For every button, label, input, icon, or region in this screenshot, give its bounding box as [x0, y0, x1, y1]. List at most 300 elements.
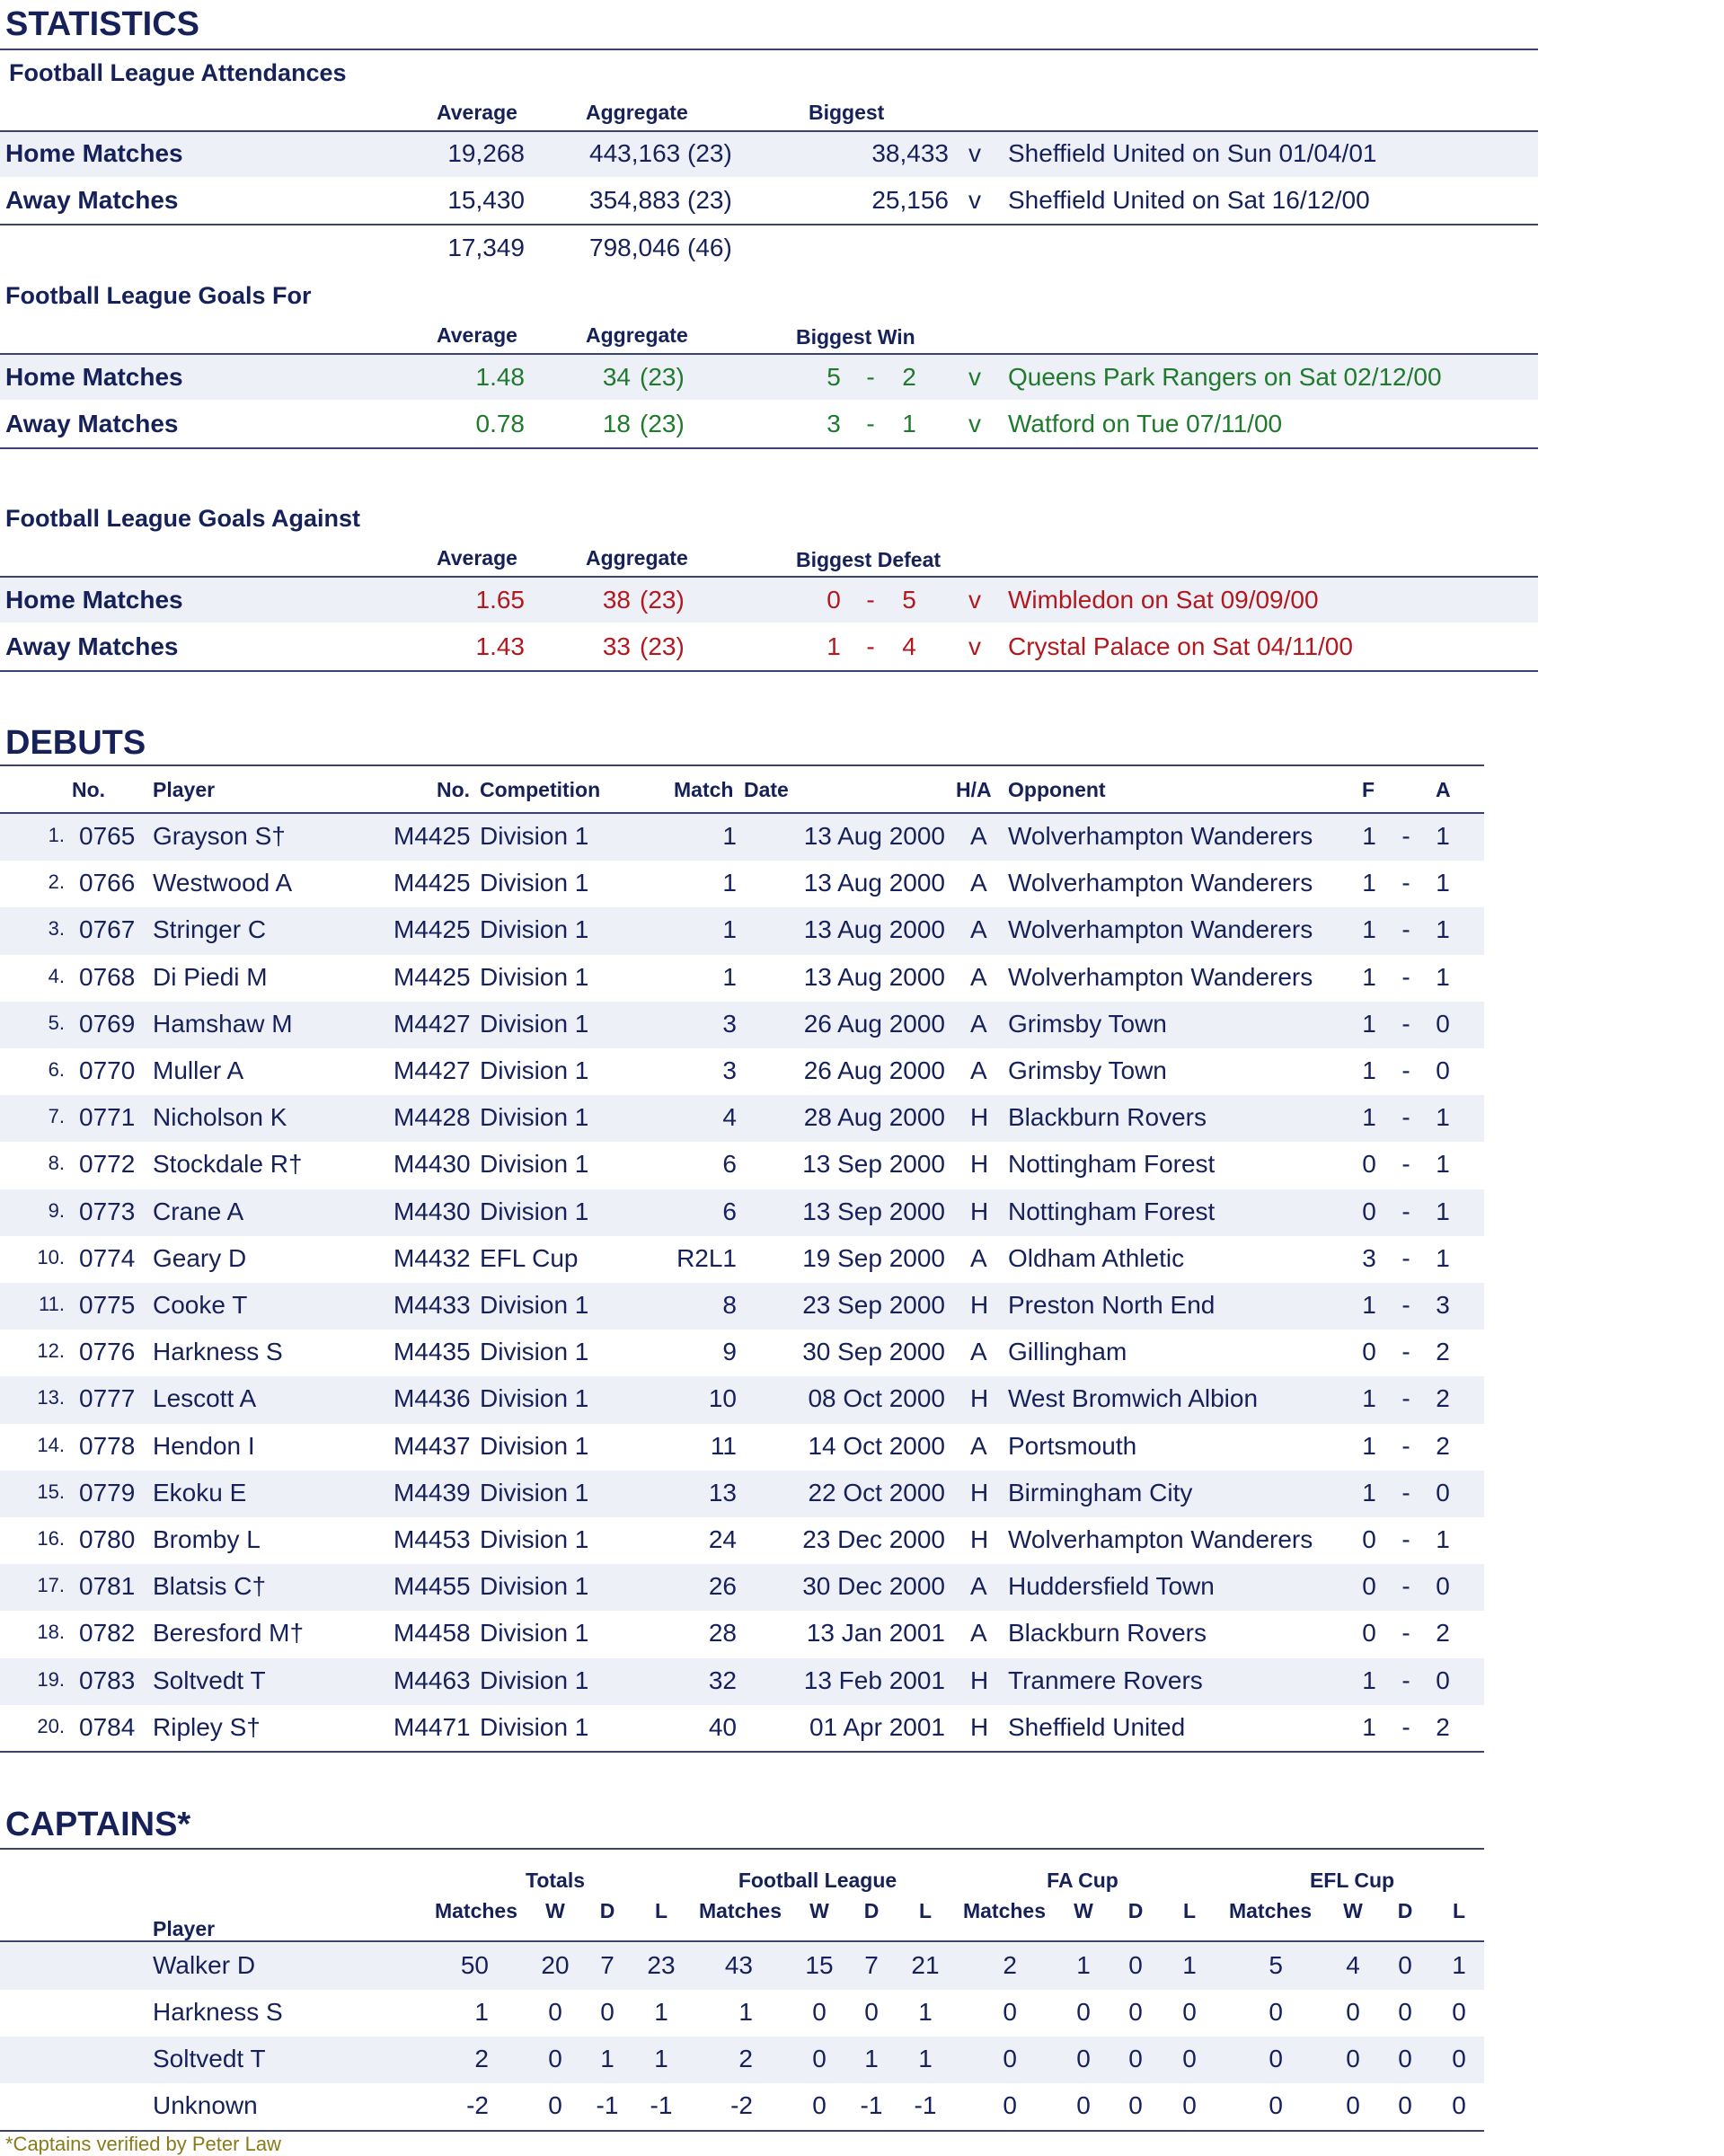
captain-name: Walker D	[153, 1951, 256, 1979]
col-player: Player	[153, 1917, 216, 1940]
competition: Division 1	[480, 1431, 589, 1460]
score-against: 0	[1436, 1056, 1450, 1084]
opponent: Huddersfield Town	[1008, 1572, 1215, 1601]
home-away: H	[970, 1197, 989, 1225]
score-against: 2	[1436, 1712, 1450, 1741]
row-index: 4.	[48, 964, 65, 987]
captain-stat: 1	[654, 2045, 668, 2072]
subheader-l: L	[654, 1899, 668, 1922]
biggest-defeat-opponent: Wimbledon on Sat 09/09/00	[1008, 586, 1319, 614]
captain-stat: -2	[730, 2091, 753, 2119]
player-number: 0771	[79, 1103, 136, 1132]
score-dash: -	[1401, 1009, 1410, 1038]
player-name: Nicholson K	[153, 1103, 287, 1132]
opponent: Blackburn Rovers	[1008, 1619, 1207, 1648]
col-aggregate: Aggregate	[586, 546, 688, 570]
captain-stat: 20	[541, 1951, 570, 1979]
score-dash: -	[1401, 915, 1410, 944]
captain-stat: 0	[1452, 2045, 1466, 2072]
competition: Division 1	[480, 1478, 589, 1507]
score-dash: -	[1401, 1291, 1410, 1319]
captains-footnote: *Captains verified by Peter Law	[5, 2133, 281, 2155]
captain-stat: 0	[1003, 1998, 1017, 2026]
goals-against-average: 1.65	[475, 586, 525, 614]
match-date: 26 Aug 2000	[803, 1056, 945, 1084]
match-number: M4439	[393, 1478, 471, 1507]
match-date: 23 Dec 2000	[802, 1525, 945, 1553]
opponent: Grimsby Town	[1008, 1009, 1167, 1038]
score-for: 1	[1362, 1384, 1376, 1413]
debuts-title: DEBUTS	[5, 724, 146, 762]
goals-for-matches: (23)	[640, 363, 685, 391]
score-for: 0	[1362, 1338, 1376, 1366]
home-away: A	[970, 915, 987, 944]
col-biggest: Biggest	[809, 101, 885, 124]
captain-stat: 0	[1346, 1998, 1360, 2026]
home-away: A	[970, 1619, 987, 1648]
captain-stat: 2	[738, 2045, 753, 2072]
player-name: Hamshaw M	[153, 1009, 293, 1038]
goals-for-average: 1.48	[475, 363, 525, 391]
row-index: 5.	[48, 1011, 65, 1034]
attendance-row-label: Home Matches	[5, 139, 183, 167]
attendance-average: 15,430	[447, 186, 525, 214]
match-number: M4458	[393, 1619, 471, 1648]
goals-against-aggregate: 33	[602, 632, 631, 660]
score-dash: -	[1401, 1666, 1410, 1694]
versus-label: v	[968, 586, 981, 614]
captain-stat: 0	[1269, 2091, 1283, 2119]
score-for: 1	[1362, 1478, 1376, 1507]
score-dash: -	[1401, 1103, 1410, 1132]
opponent: Wolverhampton Wanderers	[1008, 869, 1313, 897]
player-number: 0772	[79, 1150, 136, 1179]
match-number: M4435	[393, 1338, 471, 1366]
group-football-league: Football League	[738, 1869, 897, 1892]
home-away: H	[970, 1384, 989, 1413]
subheader-matches: Matches	[434, 1899, 518, 1922]
opponent: Nottingham Forest	[1008, 1197, 1216, 1225]
captain-stat: 0	[1076, 2045, 1091, 2072]
match: R2L1	[676, 1243, 737, 1272]
score-against: 1	[1436, 962, 1450, 991]
score-against: 0	[1436, 1009, 1450, 1038]
attendance-total-aggregate: 798,046 (46)	[589, 234, 732, 261]
home-away: A	[970, 1056, 987, 1084]
player-name: Muller A	[153, 1056, 244, 1084]
captain-stat: 4	[1346, 1951, 1360, 1979]
attendance-opponent: Sheffield United on Sun 01/04/01	[1008, 139, 1377, 167]
group-fa-cup: FA Cup	[1047, 1869, 1118, 1892]
score-against: 0	[1436, 1572, 1450, 1601]
opponent: Gillingham	[1008, 1338, 1127, 1366]
opponent: Wolverhampton Wanderers	[1008, 1525, 1313, 1553]
goals-against-matches: (23)	[640, 632, 685, 660]
match-date: 13 Aug 2000	[803, 869, 945, 897]
captain-stat: 5	[1269, 1951, 1283, 1979]
score-for: 0	[1362, 1619, 1376, 1648]
match: 3	[722, 1009, 737, 1038]
score-for: 0	[1362, 1525, 1376, 1553]
player-name: Cooke T	[153, 1291, 248, 1319]
divider	[0, 49, 1538, 50]
captain-stat: 43	[724, 1951, 753, 1979]
score-against: 1	[1436, 1243, 1450, 1272]
captain-stat: -2	[466, 2091, 489, 2119]
attendance-total-average: 17,349	[447, 234, 525, 261]
score-against: 2	[902, 363, 916, 391]
score-dash: -	[1401, 1712, 1410, 1741]
match-date: 26 Aug 2000	[803, 1009, 945, 1038]
match: 1	[722, 962, 737, 991]
competition: Division 1	[480, 1150, 589, 1179]
score-dash: -	[1401, 1338, 1410, 1366]
row-index: 7.	[48, 1105, 65, 1128]
score-dash: -	[1401, 822, 1410, 850]
home-away: H	[970, 1291, 989, 1319]
score-for: 1	[1362, 1056, 1376, 1084]
captain-stat: 7	[864, 1951, 879, 1979]
attendance-opponent: Sheffield United on Sat 16/12/00	[1008, 186, 1370, 214]
versus-label: v	[968, 632, 981, 660]
match-date: 30 Sep 2000	[802, 1338, 945, 1366]
competition: Division 1	[480, 1338, 589, 1366]
player-name: Beresford M†	[153, 1619, 305, 1648]
home-away: A	[970, 1338, 987, 1366]
opponent: Nottingham Forest	[1008, 1150, 1216, 1179]
match: 3	[722, 1056, 737, 1084]
match-number: M4455	[393, 1572, 471, 1601]
score-against: 1	[1436, 1525, 1450, 1553]
subheader-d: D	[599, 1899, 615, 1922]
captain-stat: 0	[1128, 1951, 1143, 1979]
score-dash: -	[1401, 1384, 1410, 1413]
versus-label: v	[968, 363, 981, 391]
match: 1	[722, 822, 737, 850]
captain-stat: 1	[1452, 1951, 1466, 1979]
player-number: 0775	[79, 1291, 136, 1319]
player-number: 0773	[79, 1197, 136, 1225]
divider	[0, 670, 1538, 672]
match-number: M4436	[393, 1384, 471, 1413]
col-average: Average	[437, 546, 517, 570]
goals-against-matches: (23)	[640, 586, 685, 614]
col-no: No.	[72, 778, 106, 801]
subheader-matches: Matches	[698, 1899, 782, 1922]
captain-stat: 0	[600, 1998, 614, 2026]
attendance-biggest: 38,433	[871, 139, 949, 167]
goals-row-label: Home Matches	[5, 586, 183, 614]
match-number: M4437	[393, 1431, 471, 1460]
subheader-w: W	[1343, 1899, 1363, 1922]
player-number: 0767	[79, 915, 136, 944]
player-name: Crane A	[153, 1197, 244, 1225]
opponent: Tranmere Rovers	[1008, 1666, 1203, 1694]
score-dash: -	[1401, 1478, 1410, 1507]
score-against: 4	[902, 632, 916, 660]
divider	[0, 224, 1538, 225]
goals-against-title: Football League Goals Against	[5, 505, 361, 532]
opponent: Grimsby Town	[1008, 1056, 1167, 1084]
match: 32	[708, 1666, 737, 1694]
row-index: 9.	[48, 1198, 65, 1222]
match: 24	[708, 1525, 737, 1553]
competition: Division 1	[480, 1197, 589, 1225]
match-number: M4428	[393, 1103, 471, 1132]
home-away: H	[970, 1525, 989, 1553]
attendance-title: Football League Attendances	[9, 59, 347, 86]
match-date: 13 Feb 2001	[803, 1666, 945, 1694]
subheader-d: D	[863, 1899, 880, 1922]
match-number: M4433	[393, 1291, 471, 1319]
score-against: 0	[1436, 1478, 1450, 1507]
competition: Division 1	[480, 1712, 589, 1741]
opponent: Oldham Athletic	[1008, 1243, 1185, 1272]
captains-title: CAPTAINS*	[5, 1806, 191, 1843]
biggest-win-opponent: Watford on Tue 07/11/00	[1008, 410, 1283, 437]
match-number: M4425	[393, 822, 471, 850]
competition: Division 1	[480, 1056, 589, 1084]
captain-stat: 1	[600, 2045, 614, 2072]
captain-stat: 0	[1398, 1998, 1412, 2026]
match-number: M4425	[393, 915, 471, 944]
attendance-aggregate: 354,883 (23)	[589, 186, 732, 214]
captain-stat: 23	[647, 1951, 676, 1979]
attendance-biggest: 25,156	[871, 186, 949, 214]
captain-name: Unknown	[153, 2091, 258, 2119]
captain-stat: 0	[812, 2091, 827, 2119]
subheader-w: W	[545, 1899, 565, 1922]
player-number: 0780	[79, 1525, 136, 1553]
captain-stat: -1	[860, 2091, 883, 2119]
captain-stat: 0	[1182, 1998, 1197, 2026]
score-for: 1	[1362, 1103, 1376, 1132]
subheader-w: W	[809, 1899, 829, 1922]
player-number: 0766	[79, 869, 136, 897]
opponent: Wolverhampton Wanderers	[1008, 962, 1313, 991]
player-name: Di Piedi M	[153, 962, 268, 991]
player-number: 0779	[79, 1478, 136, 1507]
competition: Division 1	[480, 962, 589, 991]
competition: Division 1	[480, 869, 589, 897]
subheader-d: D	[1127, 1899, 1144, 1922]
statistics-title: STATISTICS	[5, 5, 200, 43]
home-away: H	[970, 1150, 989, 1179]
home-away: H	[970, 1103, 989, 1132]
captain-stat: 1	[1076, 1951, 1091, 1979]
competition: Division 1	[480, 1291, 589, 1319]
goals-against-average: 1.43	[475, 632, 525, 660]
player-number: 0768	[79, 962, 136, 991]
captain-stat: 0	[1182, 2045, 1197, 2072]
group-efl-cup: EFL Cup	[1309, 1869, 1395, 1892]
captain-stat: -1	[650, 2091, 673, 2119]
score-for: 0	[1362, 1572, 1376, 1601]
score-dash: -	[1401, 1619, 1410, 1648]
match-number: M4427	[393, 1056, 471, 1084]
divider	[0, 2130, 1484, 2132]
goals-for-average: 0.78	[475, 410, 525, 437]
row-index: 11.	[39, 1293, 65, 1315]
score-against: 2	[1436, 1338, 1450, 1366]
player-number: 0778	[79, 1431, 136, 1460]
goals-against-aggregate: 38	[602, 586, 631, 614]
subheader-l: L	[1182, 1899, 1197, 1922]
match-date: 13 Sep 2000	[802, 1150, 945, 1179]
row-index: 1.	[48, 824, 65, 846]
goals-row-label: Away Matches	[5, 410, 179, 437]
captain-stat: 1	[738, 1998, 753, 2026]
opponent: West Bromwich Albion	[1008, 1384, 1259, 1413]
player-name: Ripley S†	[153, 1712, 261, 1741]
match-date: 30 Dec 2000	[802, 1572, 945, 1601]
score-against: 2	[1436, 1384, 1450, 1413]
row-index: 6.	[48, 1058, 65, 1081]
captain-stat: 0	[1452, 1998, 1466, 2026]
player-name: Bromby L	[153, 1525, 261, 1553]
match: 26	[708, 1572, 737, 1601]
subheader-l: L	[918, 1899, 933, 1922]
score-for: 1	[1362, 1009, 1376, 1038]
score-against: 1	[1436, 1103, 1450, 1132]
score-dash: -	[1401, 1243, 1410, 1272]
score-for: 1	[1362, 822, 1376, 850]
col-aggregate: Aggregate	[586, 101, 688, 124]
score-against: 3	[1436, 1291, 1450, 1319]
match: 1	[722, 869, 737, 897]
score-dash: -	[1401, 962, 1410, 991]
opponent: Portsmouth	[1008, 1431, 1137, 1460]
captain-stat: 1	[654, 1998, 668, 2026]
captain-stat: 21	[911, 1951, 940, 1979]
competition: Division 1	[480, 1525, 589, 1553]
score-dash: -	[866, 363, 875, 391]
goals-for-title: Football League Goals For	[5, 282, 312, 309]
captain-stat: -1	[596, 2091, 619, 2119]
player-name: Stringer C	[153, 915, 267, 944]
captain-stat: 1	[918, 2045, 933, 2072]
score-for: 0	[1362, 1150, 1376, 1179]
score-against: 5	[902, 586, 916, 614]
player-number: 0777	[79, 1384, 136, 1413]
match: 28	[708, 1619, 737, 1648]
captain-stat: 0	[1003, 2045, 1017, 2072]
match-date: 13 Jan 2001	[806, 1619, 945, 1648]
score-dash: -	[1401, 1431, 1410, 1460]
col-match-no: No.	[437, 778, 471, 801]
score-against: 2	[1436, 1431, 1450, 1460]
attendance-row-label: Away Matches	[5, 186, 179, 214]
goals-row-label: Home Matches	[5, 363, 183, 391]
divider	[0, 447, 1538, 449]
captain-stat: 0	[812, 1998, 827, 2026]
score-dash: -	[1401, 1150, 1410, 1179]
match-date: 28 Aug 2000	[803, 1103, 945, 1132]
row-index: 10.	[37, 1245, 65, 1268]
row-index: 8.	[48, 1152, 65, 1175]
col-biggest-win: Biggest Win	[796, 325, 915, 349]
versus-label: v	[968, 139, 981, 167]
goals-for-aggregate: 34	[602, 363, 631, 391]
score-dash: -	[1401, 1572, 1410, 1601]
score-for: 1	[1362, 1291, 1376, 1319]
score-dash: -	[1401, 1056, 1410, 1084]
home-away: H	[970, 1712, 989, 1741]
home-away: A	[970, 1009, 987, 1038]
captain-stat: 7	[600, 1951, 614, 1979]
score-dash: -	[1401, 869, 1410, 897]
match-number: M4430	[393, 1197, 471, 1225]
captain-stat: 0	[1003, 2091, 1017, 2119]
match: 10	[708, 1384, 737, 1413]
captain-stat: 0	[1076, 1998, 1091, 2026]
match-number: M4425	[393, 869, 471, 897]
col-player: Player	[153, 778, 216, 801]
captain-stat: 0	[1398, 1951, 1412, 1979]
row-index: 18.	[37, 1621, 65, 1644]
subheader-w: W	[1074, 1899, 1093, 1922]
divider	[0, 1751, 1484, 1753]
score-against: 1	[1436, 1197, 1450, 1225]
player-name: Grayson S†	[153, 822, 286, 850]
col-aggregate: Aggregate	[586, 323, 688, 347]
score-for: 3	[1362, 1243, 1376, 1272]
match-number: M4432	[393, 1243, 471, 1272]
match-date: 22 Oct 2000	[808, 1478, 945, 1507]
captain-stat: 0	[1128, 2045, 1143, 2072]
player-name: Harkness S	[153, 1338, 283, 1366]
score-against: 1	[902, 410, 916, 437]
score-for: 3	[827, 410, 841, 437]
captain-stat: 0	[812, 2045, 827, 2072]
captain-stat: 0	[1128, 2091, 1143, 2119]
score-against: 1	[1436, 1150, 1450, 1179]
captain-stat: 1	[864, 2045, 879, 2072]
player-name: Stockdale R†	[153, 1150, 303, 1179]
captain-stat: 0	[1128, 1998, 1143, 2026]
captain-stat: 1	[918, 1998, 933, 2026]
player-number: 0776	[79, 1338, 136, 1366]
row-index: 17.	[37, 1574, 65, 1597]
captain-stat: 0	[1452, 2091, 1466, 2119]
match-number: M4430	[393, 1150, 471, 1179]
match: 40	[708, 1712, 737, 1741]
player-number: 0783	[79, 1666, 136, 1694]
score-for: 0	[827, 586, 841, 614]
competition: Division 1	[480, 1619, 589, 1648]
row-index: 16.	[37, 1527, 65, 1550]
score-for: 0	[1362, 1197, 1376, 1225]
captain-stat: 1	[1182, 1951, 1197, 1979]
player-name: Soltvedt T	[153, 1666, 266, 1694]
match-date: 01 Apr 2001	[809, 1712, 945, 1741]
home-away: A	[970, 822, 987, 850]
home-away: A	[970, 1431, 987, 1460]
col-match: Match	[674, 778, 734, 801]
player-number: 0770	[79, 1056, 136, 1084]
match-date: 19 Sep 2000	[802, 1243, 945, 1272]
subheader-matches: Matches	[1228, 1899, 1313, 1922]
player-number: 0765	[79, 822, 136, 850]
divider	[0, 1940, 1484, 1942]
captain-stat: 0	[1398, 2045, 1412, 2072]
row-index: 13.	[37, 1386, 65, 1409]
match: 1	[722, 915, 737, 944]
biggest-win-opponent: Queens Park Rangers on Sat 02/12/00	[1008, 363, 1442, 391]
row-index: 3.	[48, 917, 65, 941]
score-for: 5	[827, 363, 841, 391]
row-index: 20.	[37, 1714, 65, 1737]
